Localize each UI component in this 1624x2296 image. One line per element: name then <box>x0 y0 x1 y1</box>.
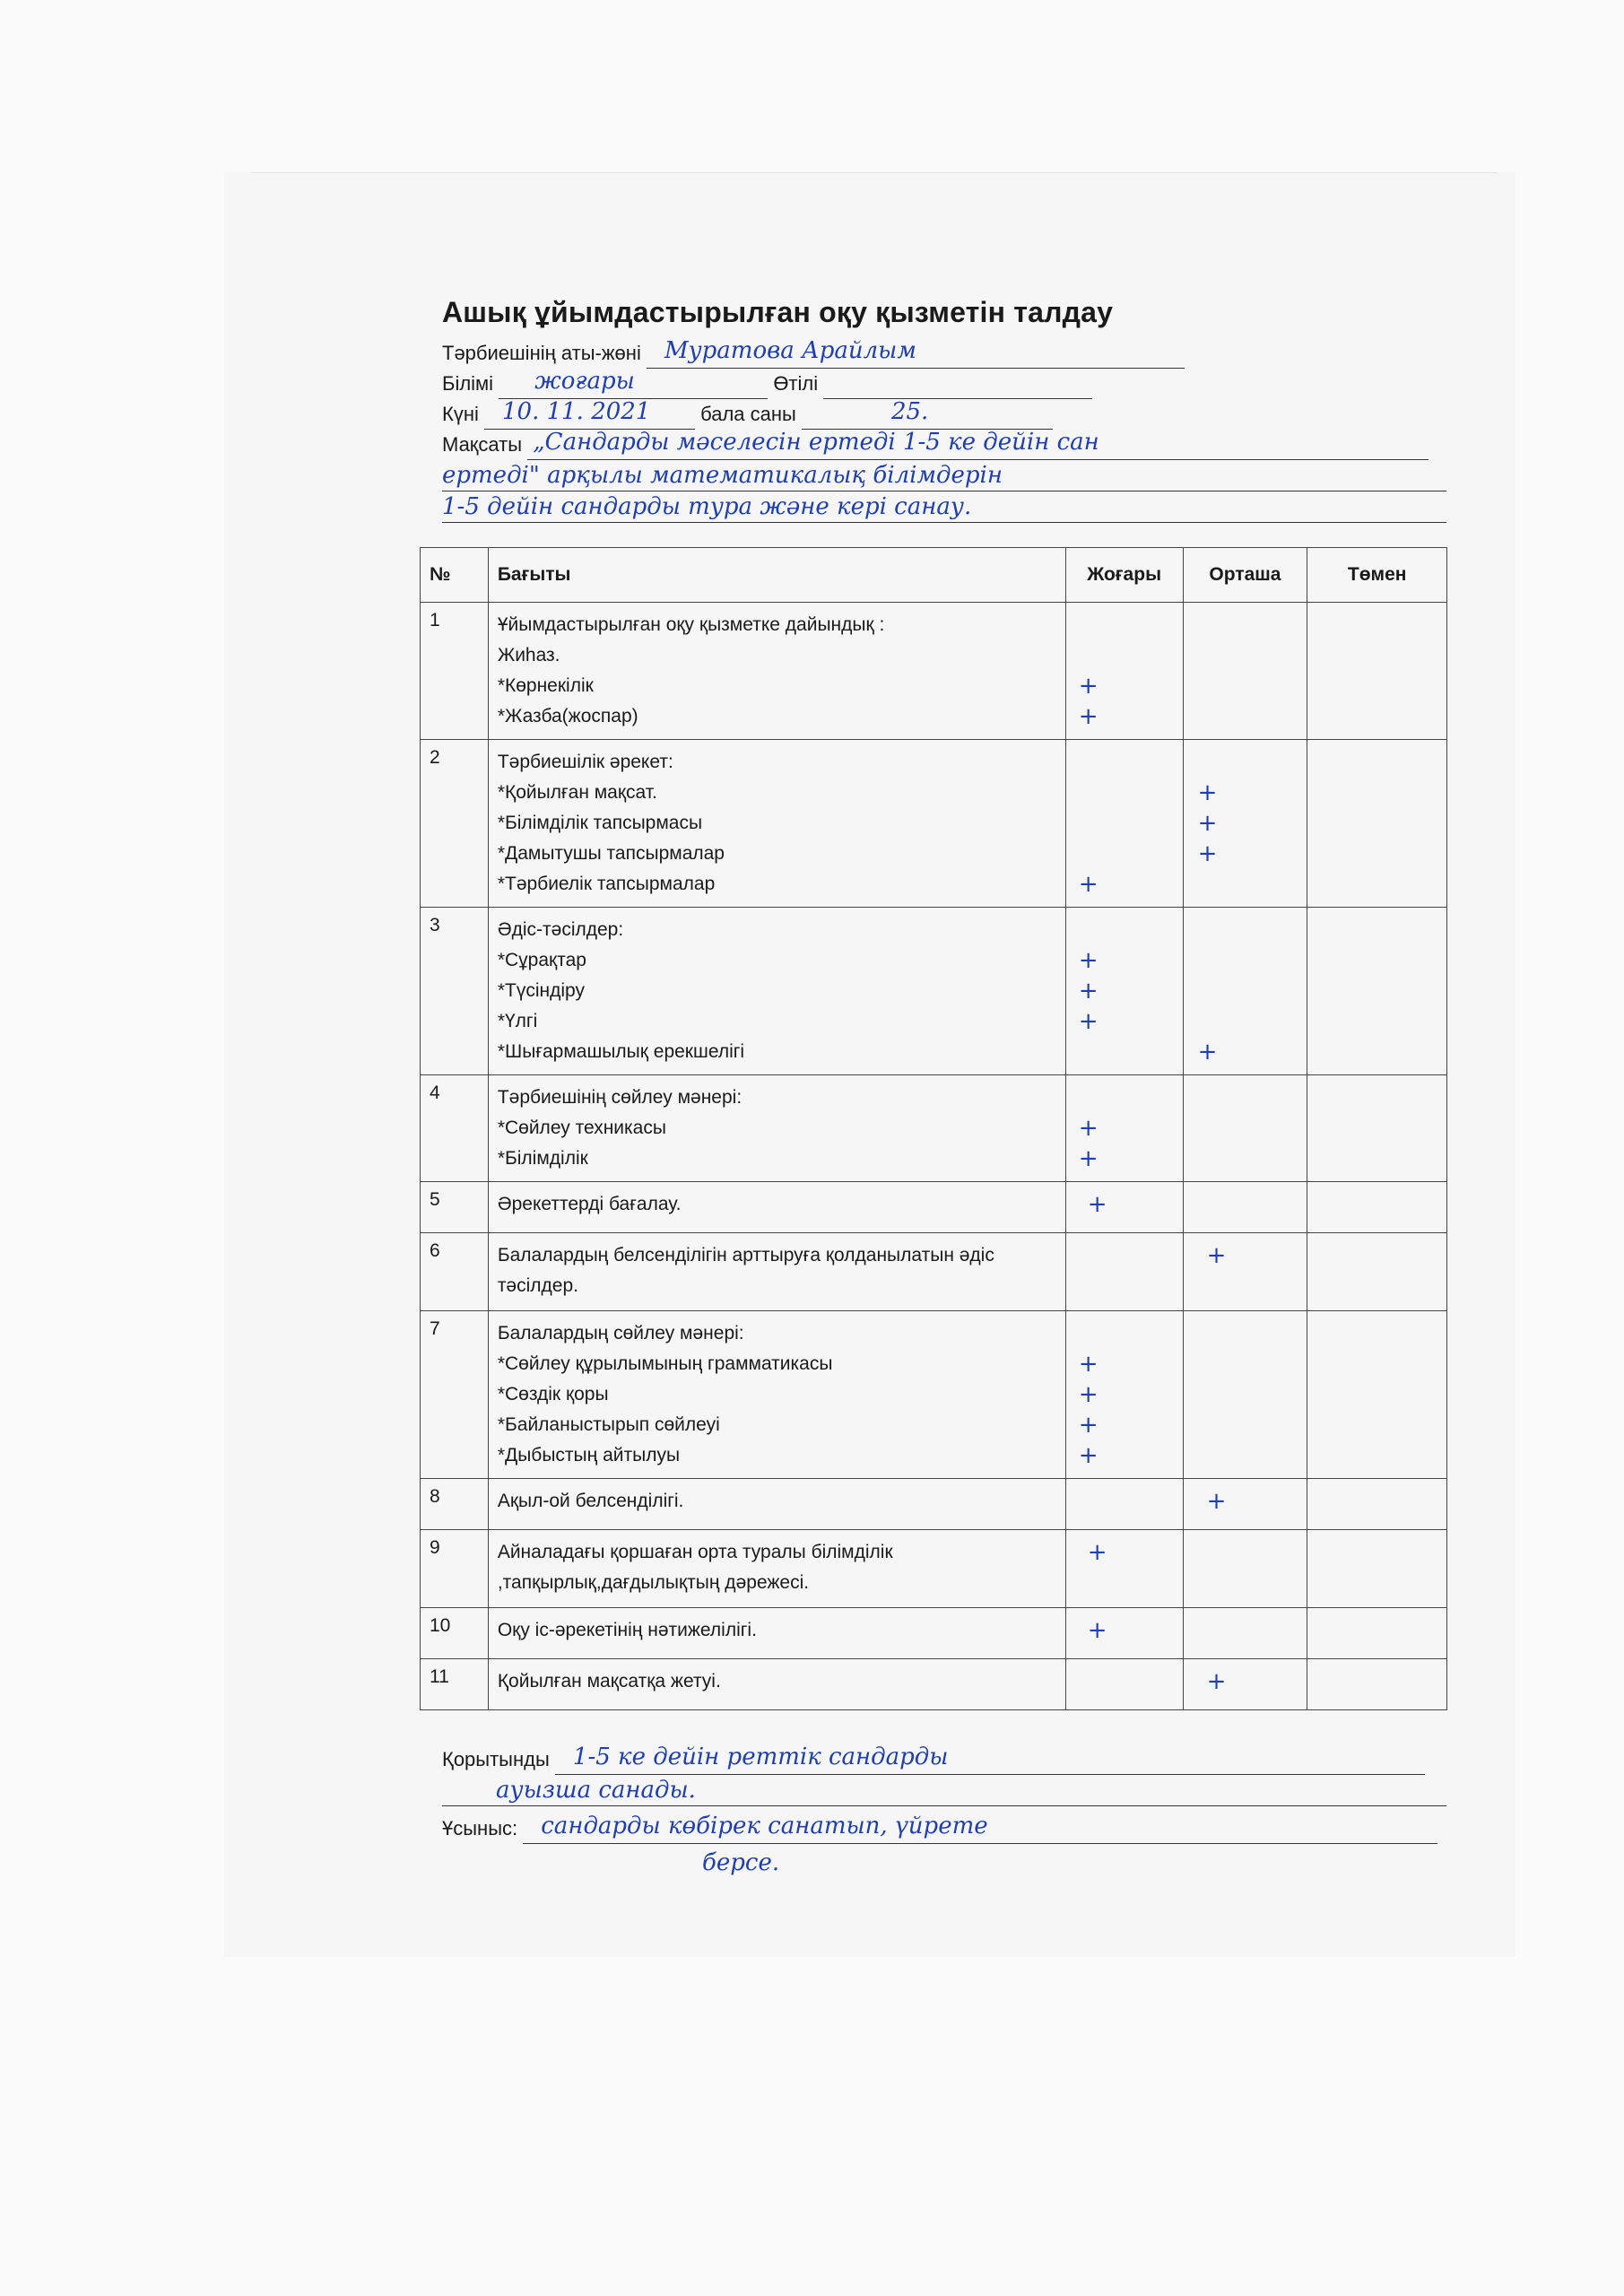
row-direction <box>488 908 1065 1075</box>
row-medium-cell <box>1183 740 1307 908</box>
handwritten-mark: + <box>1078 1008 1099 1035</box>
conclusion-label: Қорытынды <box>442 1748 550 1770</box>
row-heading: Ұйымдастырылған оқу қызметке дайындық : <box>497 614 885 635</box>
row-high-cell <box>1065 908 1183 1075</box>
row-number: 11 <box>421 1659 489 1710</box>
row-heading: Ақыл-ой белсенділігі. <box>497 1491 684 1511</box>
handwritten-mark <box>1198 671 1298 701</box>
table-row <box>421 1530 1447 1608</box>
handwritten-mark <box>1198 1615 1298 1646</box>
education-field <box>499 368 768 399</box>
handwritten-mark <box>1079 1240 1174 1271</box>
handwritten-mark <box>1198 1410 1298 1440</box>
row-criterion: *Үлгі <box>497 1011 538 1031</box>
handwritten-mark <box>1079 1486 1174 1517</box>
row-number: 1 <box>421 603 489 740</box>
mark-spacer <box>1079 1318 1174 1349</box>
mark-spacer <box>1079 610 1174 640</box>
row-high-cell <box>1065 1075 1183 1182</box>
handwritten-mark: + <box>1206 1668 1227 1695</box>
experience-field <box>823 373 1092 399</box>
goal-continuation-1 <box>442 460 1446 491</box>
row-criterion: *Сұрақтар <box>497 950 586 970</box>
header-low: Төмен <box>1307 548 1447 603</box>
row-low-cell <box>1307 1479 1447 1530</box>
goal-field <box>527 429 1429 460</box>
row-criterion: *Білімділік <box>497 1148 588 1169</box>
row-heading: Айналадағы қоршаған орта туралы білімділік ,тапқырлық,дағдылықтың дәрежесі. <box>497 1542 893 1593</box>
teacher-label: Тәрбиешінің аты-жөні <box>442 342 641 364</box>
handwritten-mark: + <box>1078 871 1099 898</box>
handwritten-mark: + <box>1197 1039 1218 1065</box>
form-footer <box>442 1744 1446 1880</box>
header-direction: Бағыты <box>488 548 1065 603</box>
table-row <box>421 1311 1447 1479</box>
row-medium-cell <box>1183 1479 1307 1530</box>
row-medium-cell <box>1183 1182 1307 1233</box>
row-medium-cell <box>1183 908 1307 1075</box>
row-medium-cell <box>1183 1608 1307 1659</box>
recommendation-label: Ұсыныс: <box>442 1817 518 1839</box>
children-label: бала саны <box>700 403 796 425</box>
experience-label: Өтілі <box>773 372 819 395</box>
handwritten-mark <box>1198 640 1298 671</box>
row-criterion: *Сөйлеу құрылымының грамматикасы <box>497 1353 833 1374</box>
education-line <box>442 369 1446 399</box>
teacher-value: Муратова Арайлым <box>664 337 916 364</box>
row-criterion: *Жазба(жоспар) <box>497 706 638 726</box>
handwritten-mark <box>1079 778 1174 808</box>
row-medium-cell <box>1183 1530 1307 1608</box>
row-medium-cell <box>1183 1659 1307 1710</box>
row-number: 7 <box>421 1311 489 1479</box>
analysis-form-header <box>442 296 1446 523</box>
row-criterion: *Дыбыстың айтылуы <box>497 1445 681 1465</box>
row-direction <box>488 1608 1065 1659</box>
row-direction <box>488 1311 1065 1479</box>
recommendation-field <box>523 1813 1437 1844</box>
row-heading: Балалардың белсенділігін арттыруға қолданылатын әдіс тәсілдер. <box>497 1245 994 1296</box>
row-heading: Оқу іс-әрекетінің нәтижелілігі. <box>497 1620 757 1640</box>
row-criterion: *Сөздік қоры <box>497 1384 609 1405</box>
row-criterion: *Көрнекілік <box>497 675 594 696</box>
row-high-cell <box>1065 1659 1183 1710</box>
row-direction <box>488 1075 1065 1182</box>
handwritten-mark <box>1079 640 1174 671</box>
row-direction <box>488 1530 1065 1608</box>
handwritten-mark: + <box>1197 779 1218 806</box>
date-label: Күні <box>442 403 479 425</box>
recommendation-line <box>442 1813 1446 1844</box>
children-value: 25. <box>890 398 929 425</box>
row-direction <box>488 1479 1065 1530</box>
handwritten-mark: + <box>1078 1115 1099 1142</box>
handwritten-mark: + <box>1078 1412 1099 1439</box>
row-number: 2 <box>421 740 489 908</box>
handwritten-mark: + <box>1078 703 1099 730</box>
table-row <box>421 1233 1447 1311</box>
handwritten-mark: + <box>1078 1442 1099 1469</box>
handwritten-mark <box>1079 839 1174 869</box>
education-value: жоғары <box>534 368 635 395</box>
recommendation-value-line2: берсе. <box>702 1849 780 1876</box>
row-number: 3 <box>421 908 489 1075</box>
handwritten-mark <box>1198 701 1298 732</box>
row-low-cell <box>1307 1075 1447 1182</box>
row-heading: Әдіс-тәсілдер: <box>497 919 624 940</box>
handwritten-mark <box>1079 808 1174 839</box>
row-criterion: *Тәрбиелік тапсырмалар <box>497 874 716 894</box>
row-high-cell <box>1065 1182 1183 1233</box>
row-medium-cell <box>1183 1075 1307 1182</box>
handwritten-mark <box>1198 1144 1298 1174</box>
handwritten-mark <box>1198 1189 1298 1220</box>
handwritten-mark: + <box>1078 1381 1099 1408</box>
date-value: 10. 11. 2021 <box>501 398 651 425</box>
mark-spacer <box>1198 610 1298 640</box>
row-criterion: *Түсіндіру <box>497 980 585 1001</box>
conclusion-value-line2: ауызша санады. <box>496 1777 696 1804</box>
handwritten-mark <box>1198 869 1298 900</box>
children-field <box>802 398 1053 430</box>
handwritten-mark: + <box>1206 1488 1227 1515</box>
handwritten-mark: + <box>1078 978 1099 1004</box>
handwritten-mark: + <box>1087 1539 1107 1566</box>
date-line <box>442 399 1446 430</box>
row-number: 8 <box>421 1479 489 1530</box>
handwritten-mark <box>1079 1037 1174 1067</box>
mark-spacer <box>1079 915 1174 945</box>
row-number: 9 <box>421 1530 489 1608</box>
row-heading: Тәрбиешілік әрекет: <box>497 752 673 772</box>
handwritten-mark: + <box>1087 1617 1107 1644</box>
row-high-cell <box>1065 1608 1183 1659</box>
row-low-cell <box>1307 603 1447 740</box>
handwritten-mark: + <box>1078 1351 1099 1378</box>
row-criterion: *Қойылған мақсат. <box>497 782 657 803</box>
conclusion-field <box>555 1744 1425 1775</box>
mark-spacer <box>1198 1318 1298 1349</box>
header-no: № <box>421 548 489 603</box>
handwritten-mark: + <box>1087 1191 1107 1218</box>
recommendation-continuation <box>442 1844 1446 1880</box>
row-criterion: *Дамытушы тапсырмалар <box>497 843 725 864</box>
handwritten-mark <box>1079 1666 1174 1697</box>
table-row <box>421 1479 1447 1530</box>
mark-spacer <box>1198 1083 1298 1113</box>
evaluation-table <box>420 547 1447 1710</box>
row-high-cell <box>1065 603 1183 740</box>
row-low-cell <box>1307 1311 1447 1479</box>
row-direction <box>488 740 1065 908</box>
recommendation-value-line1: сандарды көбірек санатып, үйрете <box>541 1813 988 1839</box>
mark-spacer <box>1198 747 1298 778</box>
row-low-cell <box>1307 1530 1447 1608</box>
row-high-cell <box>1065 740 1183 908</box>
handwritten-mark <box>1198 1006 1298 1037</box>
table-row <box>421 740 1447 908</box>
row-medium-cell <box>1183 1311 1307 1479</box>
teacher-line <box>442 338 1446 369</box>
row-criterion: Жиһаз. <box>497 645 560 665</box>
handwritten-mark <box>1198 1537 1298 1568</box>
header-medium: Орташа <box>1183 548 1307 603</box>
row-heading: Әрекеттерді бағалау. <box>497 1194 682 1214</box>
row-criterion: *Шығармашылық ерекшелігі <box>497 1041 745 1062</box>
handwritten-mark <box>1198 945 1298 976</box>
row-low-cell <box>1307 1233 1447 1311</box>
header-high: Жоғары <box>1065 548 1183 603</box>
row-number: 6 <box>421 1233 489 1311</box>
row-high-cell <box>1065 1233 1183 1311</box>
handwritten-mark <box>1198 1349 1298 1379</box>
handwritten-mark <box>1198 1379 1298 1410</box>
goal-continuation-2 <box>442 491 1446 523</box>
goal-value-line2: ертеді" арқылы математикалық білімдерін <box>442 462 1003 489</box>
handwritten-mark: + <box>1078 673 1099 700</box>
row-direction <box>488 603 1065 740</box>
goal-line <box>442 430 1446 460</box>
table-row <box>421 1659 1447 1710</box>
row-low-cell <box>1307 1608 1447 1659</box>
table-row <box>421 1182 1447 1233</box>
table-row <box>421 1075 1447 1182</box>
table-body <box>421 603 1447 1710</box>
row-low-cell <box>1307 740 1447 908</box>
table-header-row <box>421 548 1447 603</box>
row-criterion: *Байланыстырып сөйлеуі <box>497 1414 720 1435</box>
row-number: 5 <box>421 1182 489 1233</box>
mark-spacer <box>1079 747 1174 778</box>
form-title: Ашық ұйымдастырылған оқу қызметін талдау <box>442 296 1114 328</box>
handwritten-mark <box>1198 1440 1298 1471</box>
row-high-cell <box>1065 1530 1183 1608</box>
row-direction <box>488 1182 1065 1233</box>
row-low-cell <box>1307 1659 1447 1710</box>
goal-value-line1: „Сандарды мәселесін ертеді 1-5 ке дейін сан <box>533 429 1099 456</box>
row-medium-cell <box>1183 603 1307 740</box>
row-criterion: *Сөйлеу техникасы <box>497 1118 666 1138</box>
mark-spacer <box>1079 1083 1174 1113</box>
conclusion-line <box>442 1744 1446 1775</box>
scan-edge-line <box>251 172 1498 173</box>
table-row <box>421 603 1447 740</box>
row-high-cell <box>1065 1311 1183 1479</box>
handwritten-mark: + <box>1197 810 1218 837</box>
row-medium-cell <box>1183 1233 1307 1311</box>
table-row <box>421 1608 1447 1659</box>
row-number: 10 <box>421 1608 489 1659</box>
education-label: Білімі <box>442 372 494 395</box>
row-low-cell <box>1307 908 1447 1075</box>
handwritten-mark: + <box>1078 947 1099 974</box>
handwritten-mark: + <box>1078 1145 1099 1172</box>
row-number: 4 <box>421 1075 489 1182</box>
row-heading: Қойылған мақсатқа жетуі. <box>497 1671 721 1692</box>
row-direction <box>488 1233 1065 1311</box>
conclusion-continuation <box>442 1775 1446 1806</box>
row-low-cell <box>1307 1182 1447 1233</box>
date-field <box>484 398 695 430</box>
mark-spacer <box>1198 915 1298 945</box>
row-direction <box>488 1659 1065 1710</box>
handwritten-mark: + <box>1197 840 1218 867</box>
row-heading: Тәрбиешінің сөйлеу мәнері: <box>497 1087 743 1108</box>
row-high-cell <box>1065 1479 1183 1530</box>
handwritten-mark <box>1198 976 1298 1006</box>
teacher-field <box>647 337 1185 369</box>
row-heading: Балалардың сөйлеу мәнері: <box>497 1323 744 1344</box>
conclusion-value-line1: 1-5 ке дейін реттік сандарды <box>572 1744 949 1770</box>
goal-label: Мақсаты <box>442 433 523 456</box>
handwritten-mark <box>1198 1113 1298 1144</box>
row-criterion: *Білімділік тапсырмасы <box>497 813 703 833</box>
handwritten-mark: + <box>1206 1242 1227 1269</box>
goal-value-line3: 1-5 дейін сандарды тура және кері санау. <box>442 493 972 520</box>
table-row <box>421 908 1447 1075</box>
